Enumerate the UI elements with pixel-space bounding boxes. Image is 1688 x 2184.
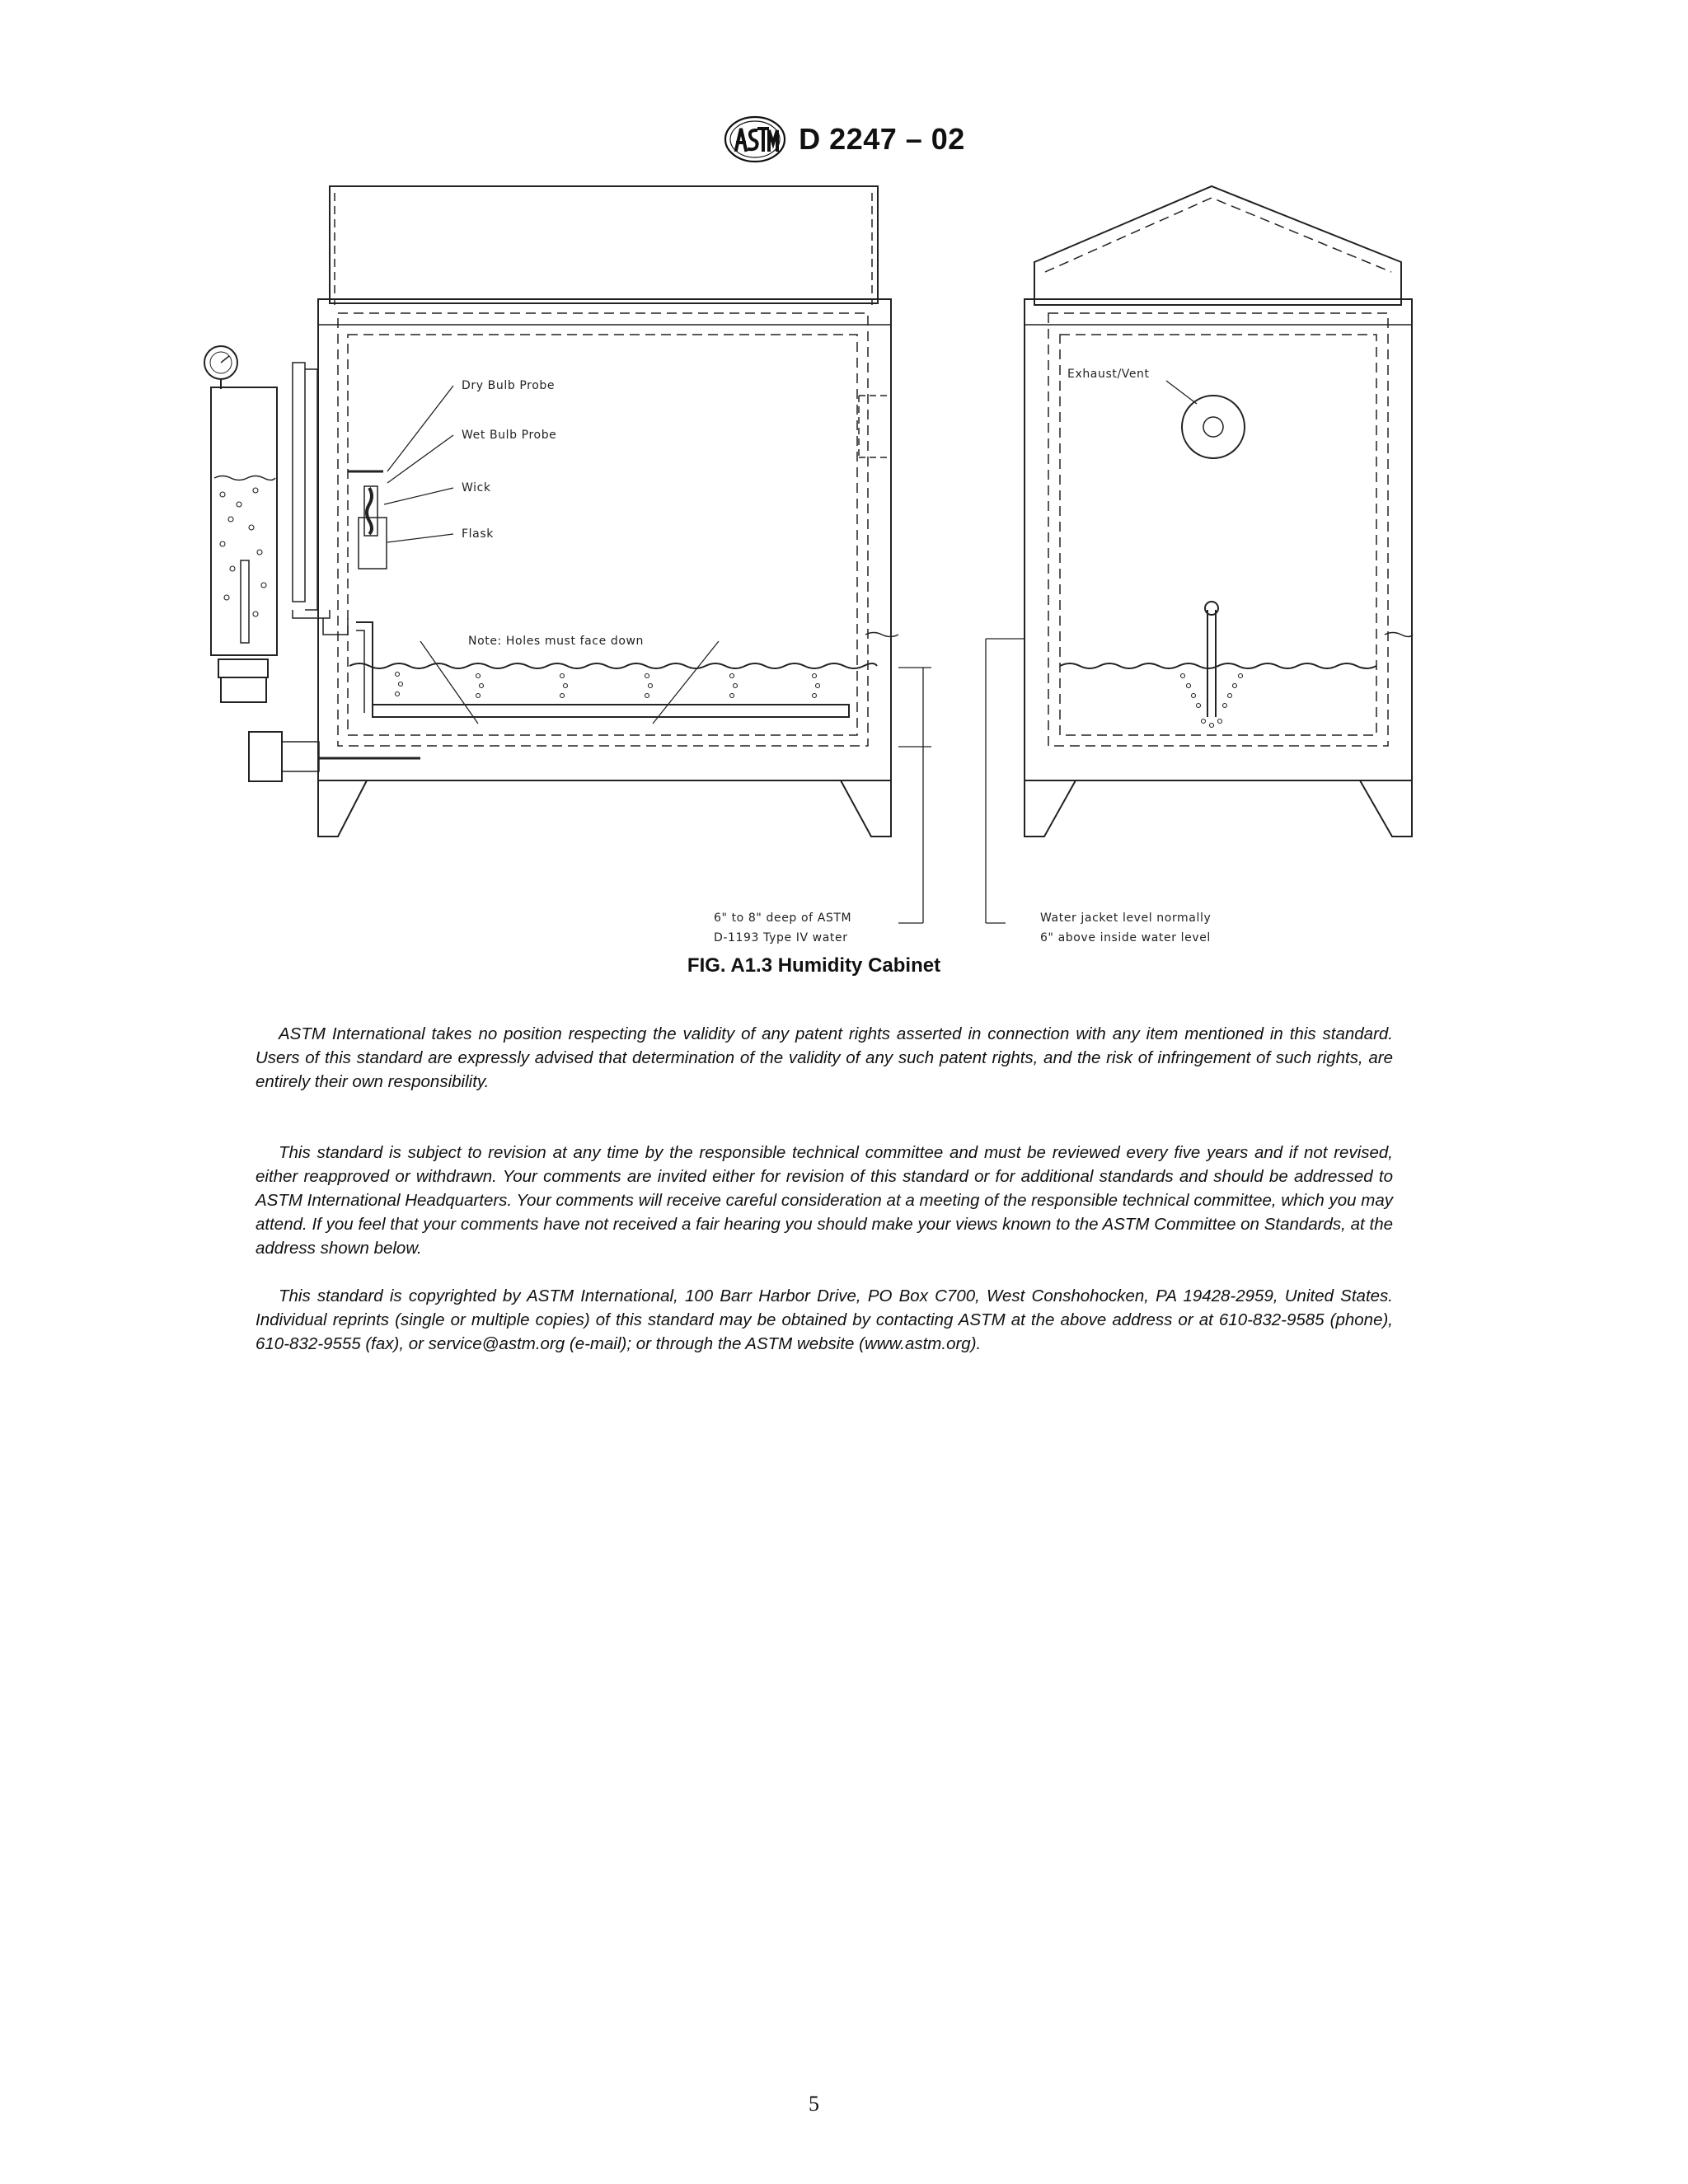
humidity-cabinet-diagram: [181, 181, 1467, 964]
revision-notice: [256, 1141, 1393, 1260]
astm-logo-icon: [723, 115, 787, 163]
patent-notice: [256, 1022, 1393, 1094]
jacket-note-line2: 6" above inside water level: [1040, 931, 1211, 944]
copyright-notice: [256, 1284, 1393, 1356]
document-designation: D 2247 – 02: [799, 122, 965, 156]
wick-label: Wick: [462, 481, 491, 494]
wet-bulb-probe-label: Wet Bulb Probe: [462, 429, 557, 442]
paragraph-text: This standard is subject to revision at any time by the responsible technical committee and must be reviewed every five years and if not revised, either reapproved or withdrawn. Your comments are invited either for revision of this standard or for additional standards and should be addressed to ASTM International Headquarters. Your comments will receive careful consideration at a meeting of the responsible technical committee, which you may attend. If you feel that your comments have not received a fair hearing you should make your views known to the ASTM Committee on Standards, at the address shown below.: [256, 1143, 1393, 1258]
figure-caption: FIG. A1.3 Humidity Cabinet: [687, 954, 941, 977]
flask-label: Flask: [462, 527, 494, 541]
dry-bulb-probe-label: Dry Bulb Probe: [462, 379, 556, 392]
exhaust-vent-label: Exhaust/Vent: [1067, 368, 1150, 381]
humidity-cabinet-figure: [181, 181, 1467, 964]
jacket-note-line1: Water jacket level normally: [1040, 912, 1212, 925]
depth-note-line1: 6" to 8" deep of ASTM: [714, 912, 852, 925]
page-header: [0, 115, 1688, 167]
note-label: Note: Holes must face down: [468, 635, 645, 648]
page-number: 5: [809, 2092, 819, 2116]
paragraph-text: ASTM International takes no position respecting the validity of any patent rights asserted in connection with any item mentioned in this standard. Users of this standard are expressly advised that determination of the validity of any such patent rights, and the risk of infringement of such rights, are entirely their own responsibility.: [256, 1024, 1393, 1091]
depth-note-line2: D-1193 Type IV water: [714, 931, 848, 944]
paragraph-text: This standard is copyrighted by ASTM International, 100 Barr Harbor Drive, PO Box C700, West Conshohocken, PA 19428-2959, United States. Individual reprints (single or multiple copies) of this standard may be obtained by contacting ASTM at the above address or at 610-832-9585 (phone), 610-832-9555 (fax), or service@astm.org (e-mail); or through the ASTM website (www.astm.org).: [256, 1286, 1393, 1353]
